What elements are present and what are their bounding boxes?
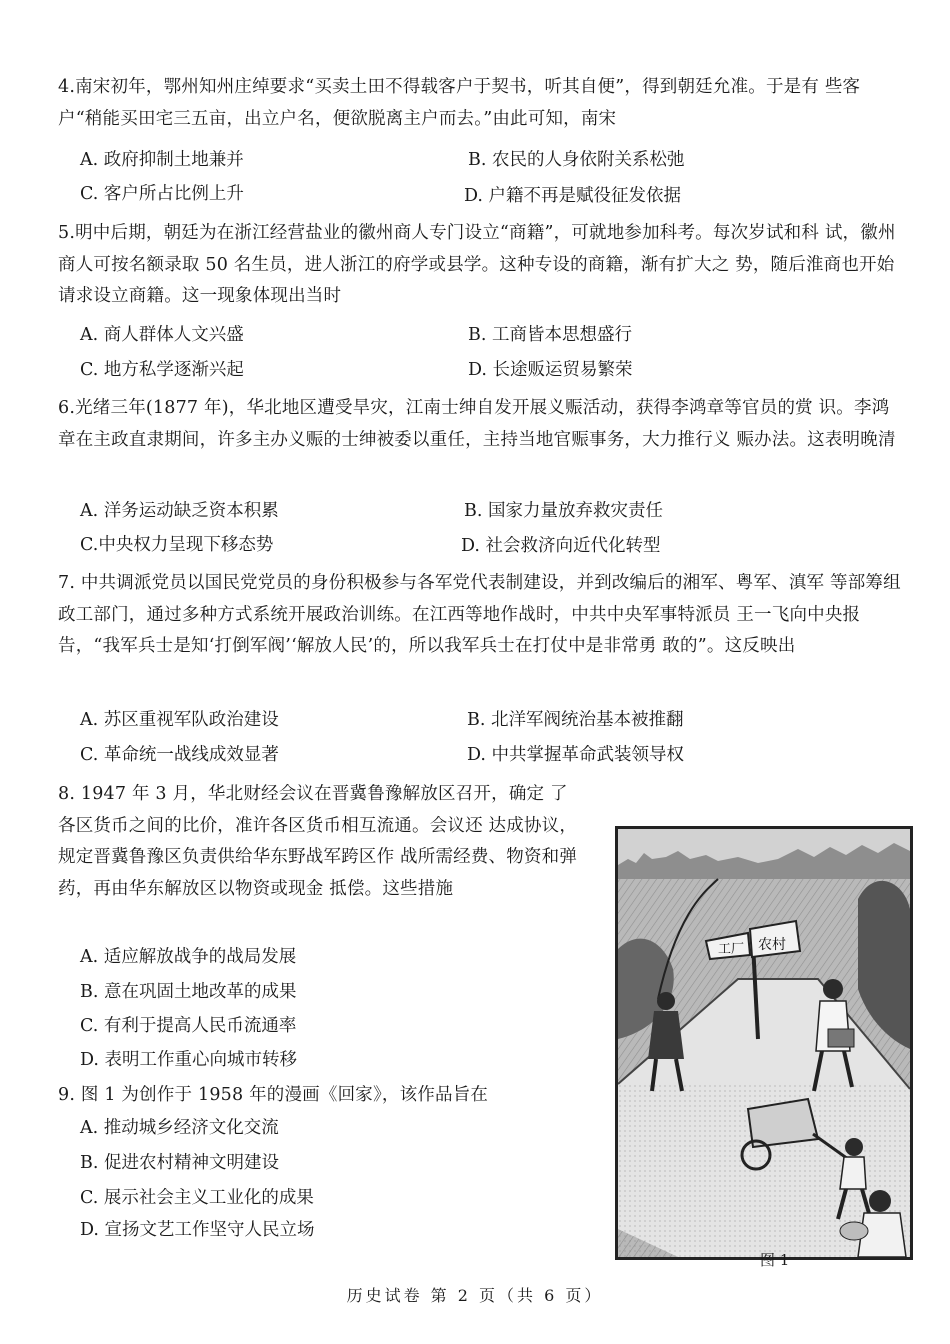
cartoon-figure bbox=[615, 826, 913, 1260]
question-4-option-d: D. 户籍不再是赋役征发依据 bbox=[464, 186, 682, 206]
question-7-option-b: B. 北洋军阀统治基本被推翻 bbox=[467, 710, 684, 730]
question-9-option-a: A. 推动城乡经济文化交流 bbox=[80, 1118, 279, 1138]
question-6-stem: 6.光绪三年(1877 年)，华北地区遭受旱灾，江南士绅自发开展义赈活动，获得李鸿章等官员的赏 识。李鸿章在主政直隶期间，许多主办义赈的士绅被委以重任，主持当地官赈事务，大力推行义 赈办法。这表明晚清 bbox=[58, 398, 896, 450]
question-7-stem: 7. 中共调派党员以国民党党员的身份积极参与各军党代表制建设，并到改编后的湘军、粤军、滇军 等部筹组政工部门，通过多种方式系统开展政治训练。在江西等地作战时，中共中央军事特派员 王一飞向中央报告，“我军兵士是知‘打倒军阀’‘解放人民’的，所以我军兵士在打仗中是非常勇 敢的”。这反映出 bbox=[58, 573, 901, 656]
cartoon-drawing bbox=[618, 829, 910, 1257]
question-6-option-d: D. 社会救济向近代化转型 bbox=[461, 536, 661, 556]
page-footer: 历史试卷 第 2 页（共 6 页） bbox=[346, 1286, 604, 1305]
question-9-option-c: C. 展示社会主义工业化的成果 bbox=[80, 1188, 314, 1208]
question-7-option-a: A. 苏区重视军队政治建设 bbox=[80, 710, 279, 730]
question-6-option-a: A. 洋务运动缺乏资本积累 bbox=[80, 501, 279, 521]
question-6-option-c: C.中央权力呈现下移态势 bbox=[80, 535, 274, 555]
question-9-option-d: D. 宣扬文艺工作坚守人民立场 bbox=[80, 1220, 315, 1240]
question-4-option-a: A. 政府抑制土地兼并 bbox=[80, 150, 244, 170]
question-6-option-b: B. 国家力量放弃救灾责任 bbox=[464, 501, 663, 521]
question-4-option-c: C. 客户所占比例上升 bbox=[80, 184, 244, 204]
question-5-option-c: C. 地方私学逐渐兴起 bbox=[80, 360, 244, 380]
question-7-option-c: C. 革命统一战线成效显著 bbox=[80, 745, 279, 765]
question-9-option-b: B. 促进农村精神文明建设 bbox=[80, 1153, 279, 1173]
sign-village-text: 农村 bbox=[758, 937, 786, 953]
figure-caption: 图 1 bbox=[760, 1251, 790, 1269]
question-7-option-d: D. 中共掌握革命武装领导权 bbox=[467, 745, 685, 765]
question-8-option-b: B. 意在巩固土地改革的成果 bbox=[80, 982, 297, 1002]
question-5-option-d: D. 长途贩运贸易繁荣 bbox=[468, 360, 633, 380]
sign-factory-text: 工厂 bbox=[718, 942, 745, 957]
question-5-option-a: A. 商人群体人文兴盛 bbox=[80, 325, 244, 345]
question-5-stem: 5.明中后期，朝廷为在浙江经营盐业的徽州商人专门设立“商籍”，可就地参加科考。每次岁试和科 试，徽州商人可按名额录取 50 名生员，进人浙江的府学或县学。这种专设的商籍，渐有扩大之 势，随后淮商也开始请求设立商籍。这一现象体现出当时 bbox=[58, 223, 896, 306]
question-8-option-a: A. 适应解放战争的战局发展 bbox=[80, 947, 297, 967]
question-4-stem: 4.南宋初年，鄂州知州庄绰要求“买卖土田不得载客户于契书，听其自便”，得到朝廷允准。于是有 些客户“稍能买田宅三五亩，出立户名，便欲脱离主户而去。”由此可知，南宋 bbox=[58, 77, 861, 129]
question-9-stem: 9. 图 1 为创作于 1958 年的漫画《回家》，该作品旨在 bbox=[58, 1085, 489, 1105]
question-8-option-d: D. 表明工作重心向城市转移 bbox=[80, 1050, 298, 1070]
question-8-stem: 8. 1947 年 3 月，华北财经会议在晋冀鲁豫解放区召开，确定 了各区货币之间的比价，准许各区货币相互流通。会议还 达成协议，规定晋冀鲁豫区负责供给华东野战军跨区作 战所需经费、物资和弹药，再由华东解放区以物资或现金 抵偿。这些措施 bbox=[58, 784, 578, 899]
question-5-option-b: B. 工商皆本思想盛行 bbox=[468, 325, 632, 345]
question-4-option-b: B. 农民的人身依附关系松弛 bbox=[468, 150, 685, 170]
question-8-option-c: C. 有利于提高人民币流通率 bbox=[80, 1016, 297, 1036]
